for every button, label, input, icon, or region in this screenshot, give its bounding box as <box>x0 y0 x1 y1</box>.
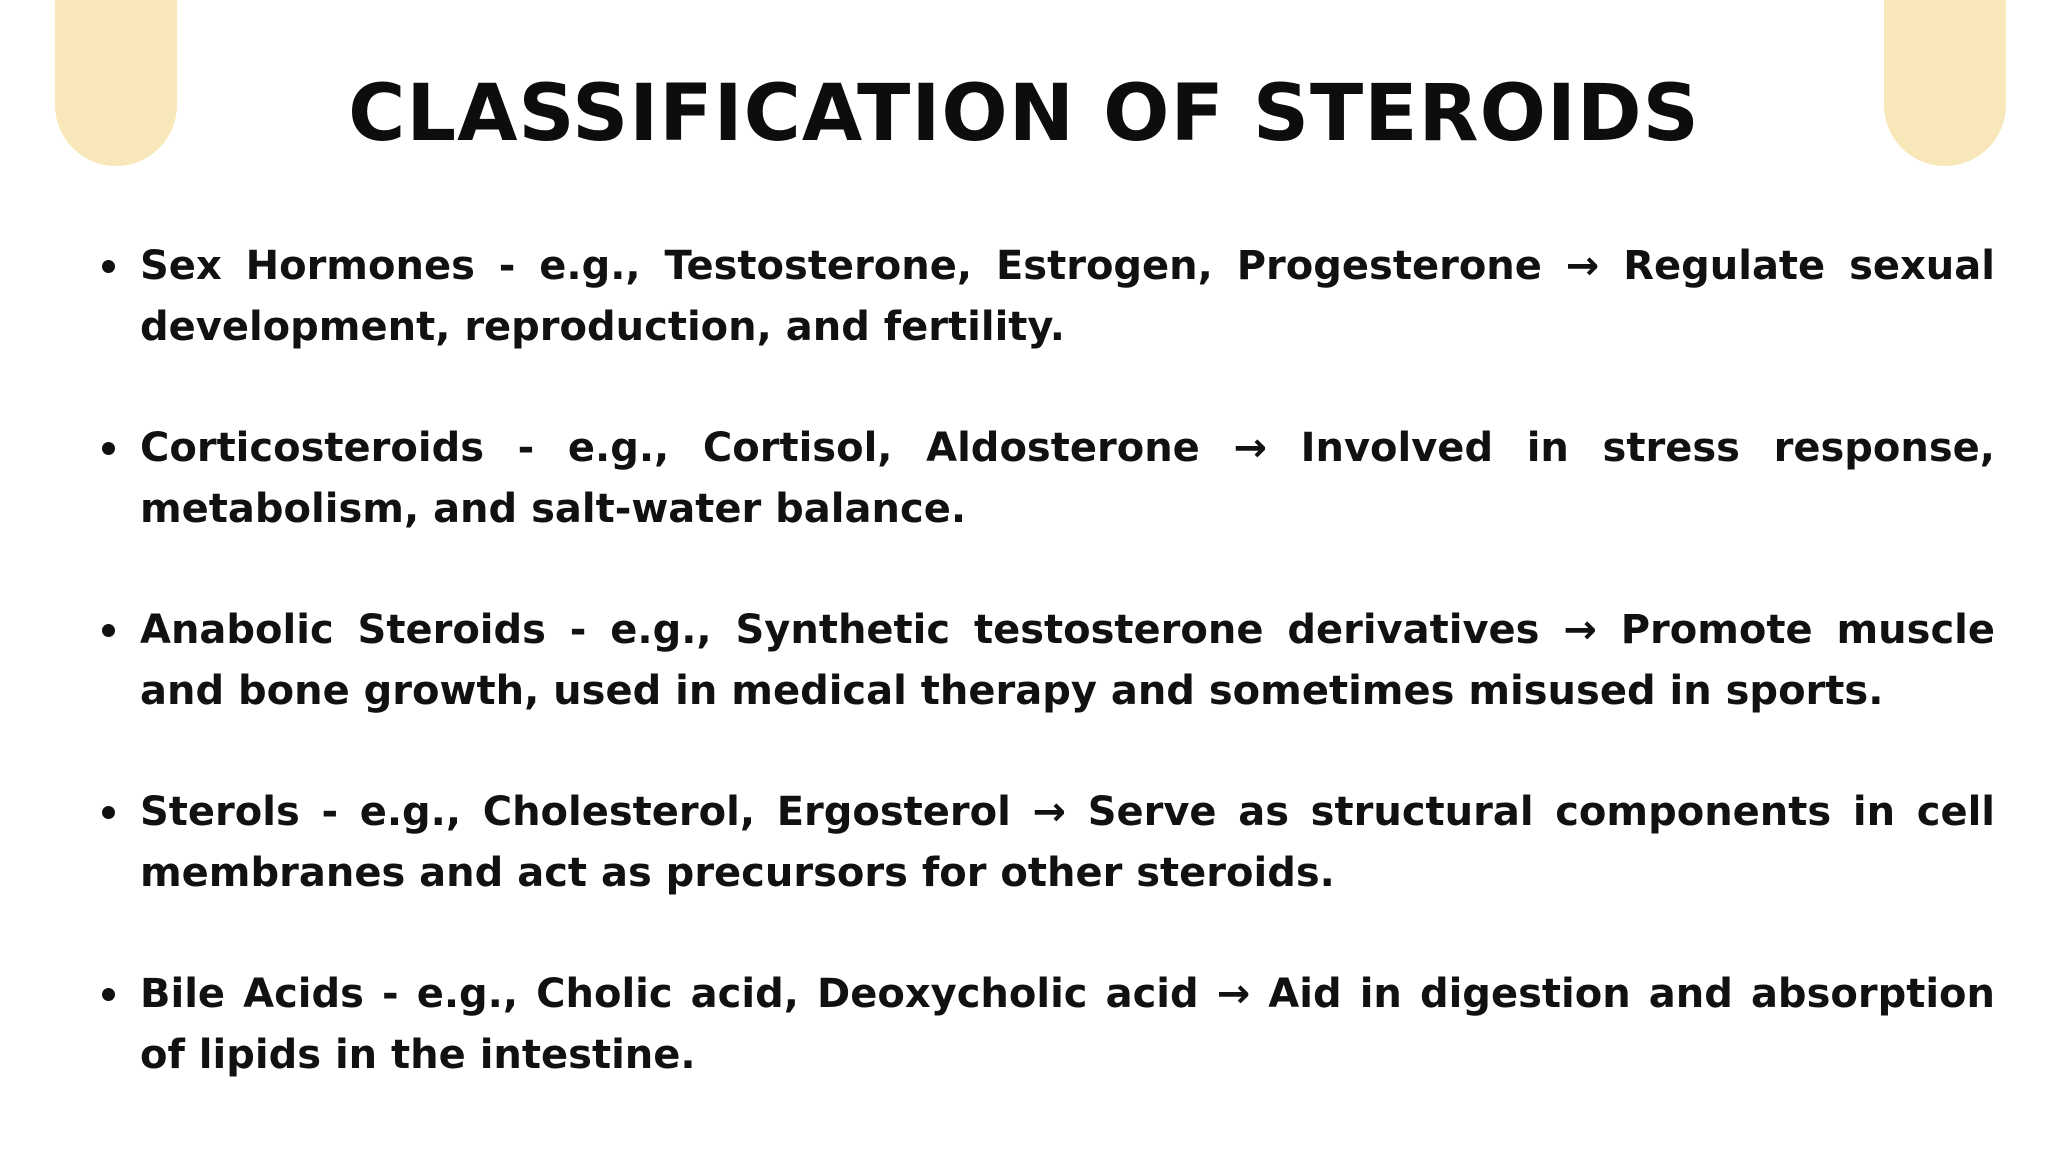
bullet-text: Bile Acids - e.g., Cholic acid, Deoxycholic acid → Aid in digestion and absorption of lipids in the intestine. <box>140 971 1995 1078</box>
bullet-dot-icon <box>102 442 115 455</box>
bullet-item-sterols <box>100 782 1995 904</box>
bullet-item-sex-hormones <box>100 236 1995 358</box>
bullet-dot-icon <box>102 260 115 273</box>
bullet-text: Corticosteroids - e.g., Cortisol, Aldosterone → Involved in stress response, metabolism, and salt-water balance. <box>140 425 1995 532</box>
bullet-dot-icon <box>102 624 115 637</box>
bullet-text: Sterols - e.g., Cholesterol, Ergosterol → Serve as structural components in cell membranes and act as precursors for other steroids. <box>140 789 1995 896</box>
bullet-item-bile-acids <box>100 964 1995 1086</box>
bullet-list <box>100 236 1995 1146</box>
bullet-text: Anabolic Steroids - e.g., Synthetic testosterone derivatives → Promote muscle and bone growth, used in medical therapy and sometimes misused in sports. <box>140 607 1995 714</box>
bullet-dot-icon <box>102 988 115 1001</box>
bullet-dot-icon <box>102 806 115 819</box>
bullet-item-anabolic-steroids <box>100 600 1995 722</box>
bullet-text: Sex Hormones - e.g., Testosterone, Estrogen, Progesterone → Regulate sexual development, reproduction, and fertility. <box>140 243 1995 350</box>
slide-title: CLASSIFICATION OF STEROIDS <box>348 69 1700 159</box>
bullet-item-corticosteroids <box>100 418 1995 540</box>
